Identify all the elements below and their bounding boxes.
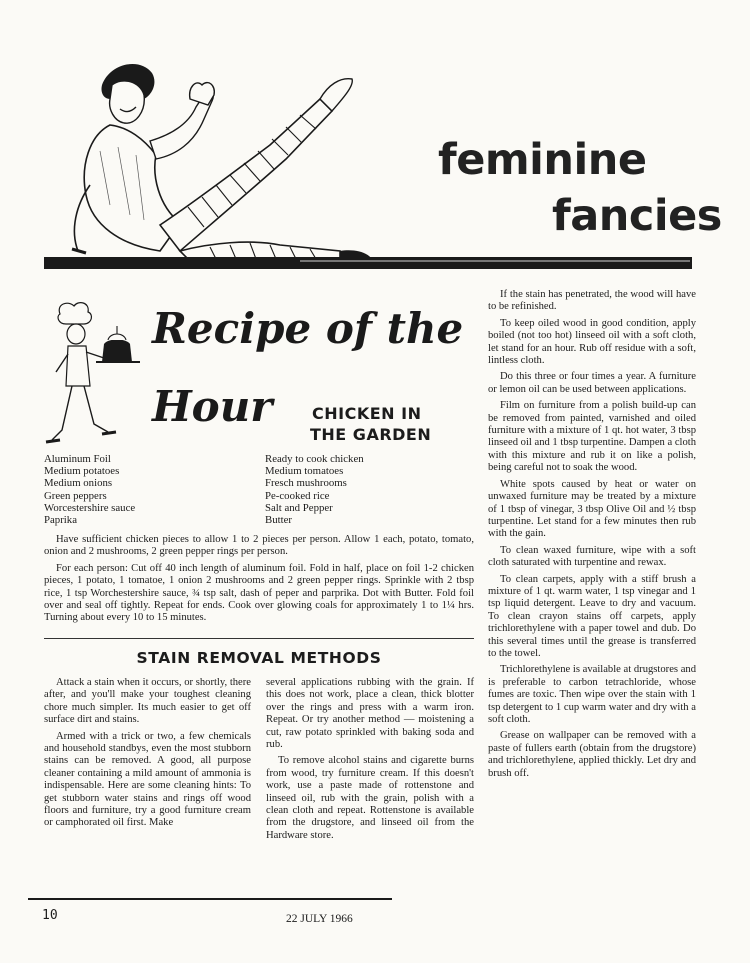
section-title-line1: feminine bbox=[438, 135, 647, 185]
page-number: 10 bbox=[42, 908, 58, 923]
ingredient: Fresch mushrooms bbox=[265, 477, 347, 490]
ingredients-left bbox=[44, 453, 135, 526]
section-title-line2: fancies bbox=[552, 191, 722, 241]
ingredients-right bbox=[265, 453, 364, 526]
right-paragraph: If the stain has penetrated, the wood will have to be refinished. bbox=[488, 289, 696, 313]
stain-column-2 bbox=[266, 677, 474, 846]
dish-title-line2: THE GARDEN bbox=[310, 425, 432, 444]
right-paragraph: Grease on wallpaper can be removed with a paste of fullers earth (obtain from the drugstore) and trichlorethylene, applied thickly. Let dry and brush off. bbox=[488, 730, 696, 779]
stain-paragraph: Attack a stain when it occurs, or shortly, there after, and you'll make your toughest cleaning chore much simpler. Its much easier to get off surface dirt and stains. bbox=[44, 677, 251, 726]
ingredient: Paprika bbox=[44, 514, 77, 527]
woman-illustration bbox=[40, 55, 400, 270]
ingredient: Medium potatoes bbox=[44, 465, 120, 478]
ingredient: Medium tomatoes bbox=[265, 465, 344, 478]
right-column bbox=[488, 289, 696, 784]
ingredient: Aluminum Foil bbox=[44, 453, 111, 465]
dish-title-line1: CHICKEN IN bbox=[312, 404, 422, 423]
recipe-script-title-2: Hour bbox=[152, 382, 273, 431]
stain-heading: STAIN REMOVAL METHODS bbox=[136, 649, 382, 667]
chef-illustration bbox=[38, 300, 148, 450]
ingredient: Salt and Pepper bbox=[265, 501, 333, 514]
ingredient: Green peppers bbox=[44, 489, 107, 502]
header-rule-highlight bbox=[300, 260, 690, 262]
recipe-instructions bbox=[44, 534, 474, 629]
right-paragraph: Film on furniture from a polish build-up can be removed from painted, varnished and oiled furniture with a mixture of 1 qt. hot water, 3 tbsp linseed oil and 1 tbsp turpentine. Dampen a cloth with this mixture and rub it on like a polish, being careful not to soak the wood. bbox=[488, 400, 697, 474]
right-paragraph: Trichlorethylene is available at drugstores and is preferable to carbon tetrachloride, whose fumes are toxic. Then wipe over the stain with 1 tsp detergent to 1 cup warm water and dry with a soft cloth. bbox=[488, 664, 696, 725]
recipe-paragraph: Have sufficient chicken pieces to allow 1 to 2 pieces per person. Allow 1 each, potato, tomato, onion and 2 mushrooms, 2 green pepper rings per person. bbox=[44, 534, 474, 558]
right-paragraph: Do this three or four times a year. A furniture or lemon oil can be used between applications. bbox=[488, 371, 696, 395]
ingredient: Butter bbox=[265, 514, 292, 527]
ingredient: Worcestershire sauce bbox=[44, 501, 136, 514]
right-paragraph: White spots caused by heat or water on unwaxed furniture may be treated by a mixture of 1 tbsp of vinegar, 3 tbsp Olive Oil and ½ tbsp turpentine. Let stand for a few minutes then rub with the gain. bbox=[488, 478, 696, 540]
stain-paragraph: Armed with a trick or two, a few chemicals and household standbys, even the most stubborn stains can be removed. A good, all purpose cleaner containing a mild amount of ammonia is indispensable. Here are some cleaning hints: To get stubborn water stains and rings off wood floors and furniture, try a good furniture cream or camphorated oil first. Make bbox=[44, 730, 251, 829]
ingredient: Ready to cook chicken bbox=[265, 453, 364, 465]
ingredient: Medium onions bbox=[44, 477, 113, 490]
footer-rule bbox=[28, 898, 392, 900]
recipe-script-title-1: Recipe of the bbox=[152, 304, 464, 353]
header-rule bbox=[44, 257, 692, 269]
stain-paragraph: several applications rubbing with the grain. If this does not work, place a clean, thick blotter over the rings and press with a warm iron. Repeat. Or try another method — moistening a cut, raw potato sprinkled with baking soda and rub. bbox=[266, 677, 474, 751]
divider-rule bbox=[44, 638, 474, 639]
stain-paragraph: To remove alcohol stains and cigarette burns from wood, try furniture cream. If this doesn't work, use a paste made of rottenstone and linseed oil, rub with the grain, polish with a clean cloth and repeat. Rottenstone is available from the drugstore, and linseed oil from the Hardware store. bbox=[266, 755, 474, 841]
stain-column-1 bbox=[44, 677, 251, 834]
right-paragraph: To keep oiled wood in good condition, apply boiled (not too hot) linseed oil with a soft cloth, let stand for an hour. Rub off residue with a soft, lintless cloth. bbox=[488, 317, 696, 367]
right-paragraph: To clean carpets, apply with a stiff brush a mixture of 1 qt. warm water, 1 tsp vinegar and 1 tsp liquid detergent. Leave to dry and vacuum. To clean crayon stains off carpets, apply trichlorethylene with a paper towel and dub. Do this several times until the grease is transferred to the towel. bbox=[488, 573, 696, 659]
issue-date: 22 JULY 1966 bbox=[286, 913, 353, 925]
right-paragraph: To clean waxed furniture, wipe with a soft cloth saturated with turpentine and rewax. bbox=[488, 544, 696, 569]
recipe-paragraph: For each person: Cut off 40 inch length of aluminum foil. Fold in half, place on foil 1-2 chicken pieces, 1 potato, 1 tomatoe, 1 onion 2 mushrooms and 2 green pepper rings. Sprinkle with 2 tbsp rice, 1 tsp Worchestershire sauce, ¾ tsp salt, dash of peper and parprika. Dot with Butter. Fold foil over and seal off tightly. Repeat for ends. Cook over glowing coals for approximately 1 to 1¼ hrs. Turning about every 10 to 15 minutes. bbox=[44, 562, 474, 624]
ingredient: Pe-cooked rice bbox=[265, 489, 330, 502]
